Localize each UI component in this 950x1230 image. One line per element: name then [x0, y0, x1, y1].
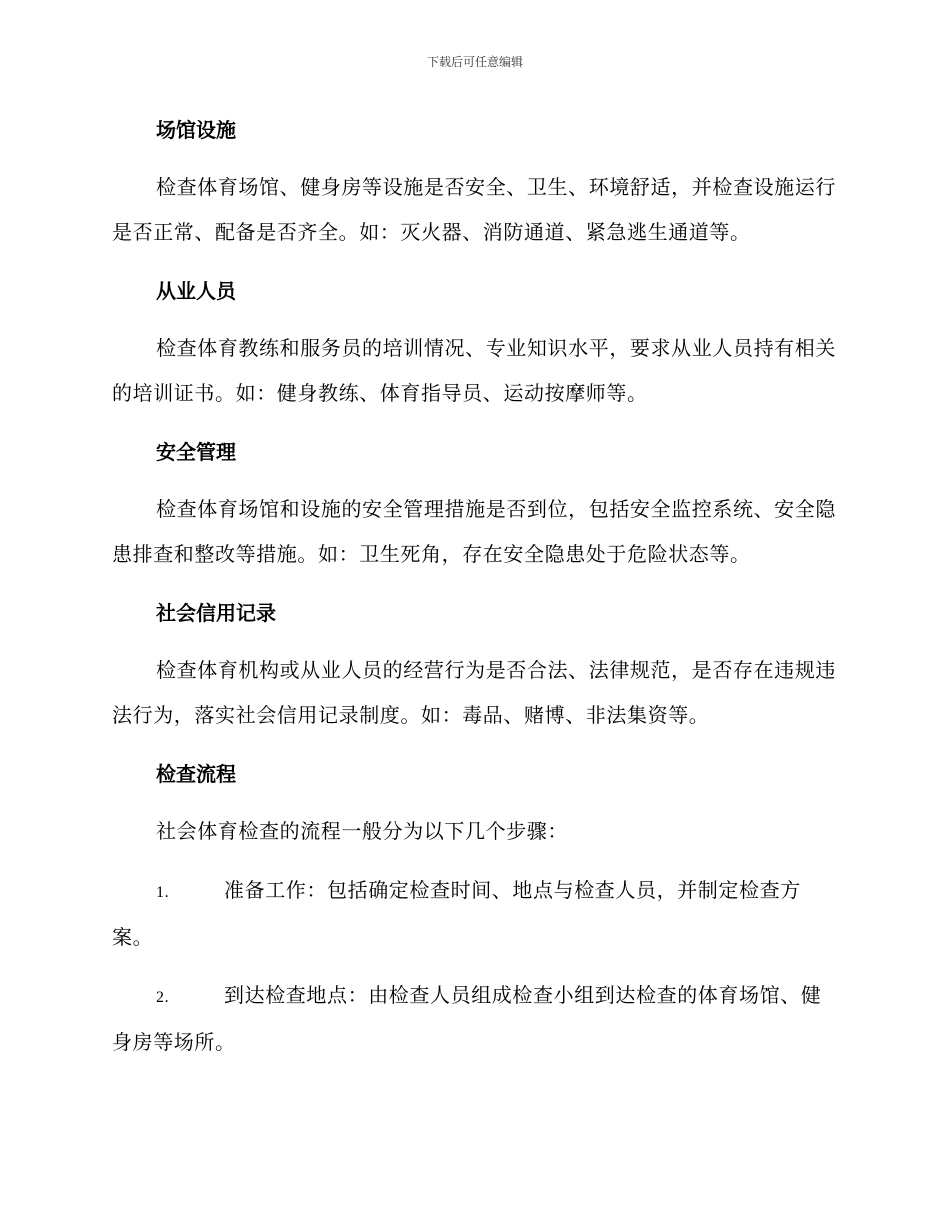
section-heading: 社会信用记录 [156, 601, 276, 625]
section-staff [112, 269, 836, 416]
section-paragraph: 社会体育检查的流程一般分为以下几个步骤： [156, 819, 568, 843]
section-credit-record [112, 591, 836, 738]
numbered-step [112, 973, 836, 1065]
header-note: 下载后可任意编辑 [426, 55, 523, 69]
step-text: 准备工作：包括确定检查时间、地点与检查人员，并制定检查方案。 [112, 878, 801, 949]
section-safety-management [112, 430, 836, 577]
document-body [112, 108, 836, 1078]
section-heading: 检查流程 [156, 762, 236, 786]
section-paragraph: 检查体育机构或从业人员的经营行为是否合法、法律规范，是否存在违规违法行为，落实社会信用记录制度。如：毒品、赌博、非法集资等。 [112, 658, 836, 727]
step-number: 1. [156, 884, 170, 901]
section-heading: 安全管理 [156, 440, 236, 464]
section-paragraph: 检查体育场馆、健身房等设施是否安全、卫生、环境舒适，并检查设施运行是否正常、配备是否齐全。如：灭火器、消防通道、紧急逃生通道等。 [112, 175, 836, 244]
section-heading: 从业人员 [156, 279, 236, 303]
section-paragraph: 检查体育场馆和设施的安全管理措施是否到位，包括安全监控系统、安全隐患排查和整改等措施。如：卫生死角，存在安全隐患处于危险状态等。 [112, 497, 836, 566]
step-number: 2. [156, 989, 170, 1006]
section-heading: 场馆设施 [156, 118, 236, 142]
section-venue-facilities [112, 108, 836, 255]
section-paragraph: 检查体育教练和服务员的培训情况、专业知识水平，要求从业人员持有相关的培训证书。如：健身教练、体育指导员、运动按摩师等。 [112, 336, 836, 405]
step-text: 到达检查地点：由检查人员组成检查小组到达检查的体育场馆、健身房等场所。 [112, 983, 822, 1054]
numbered-step [112, 868, 836, 960]
section-inspection-process [112, 752, 836, 1065]
